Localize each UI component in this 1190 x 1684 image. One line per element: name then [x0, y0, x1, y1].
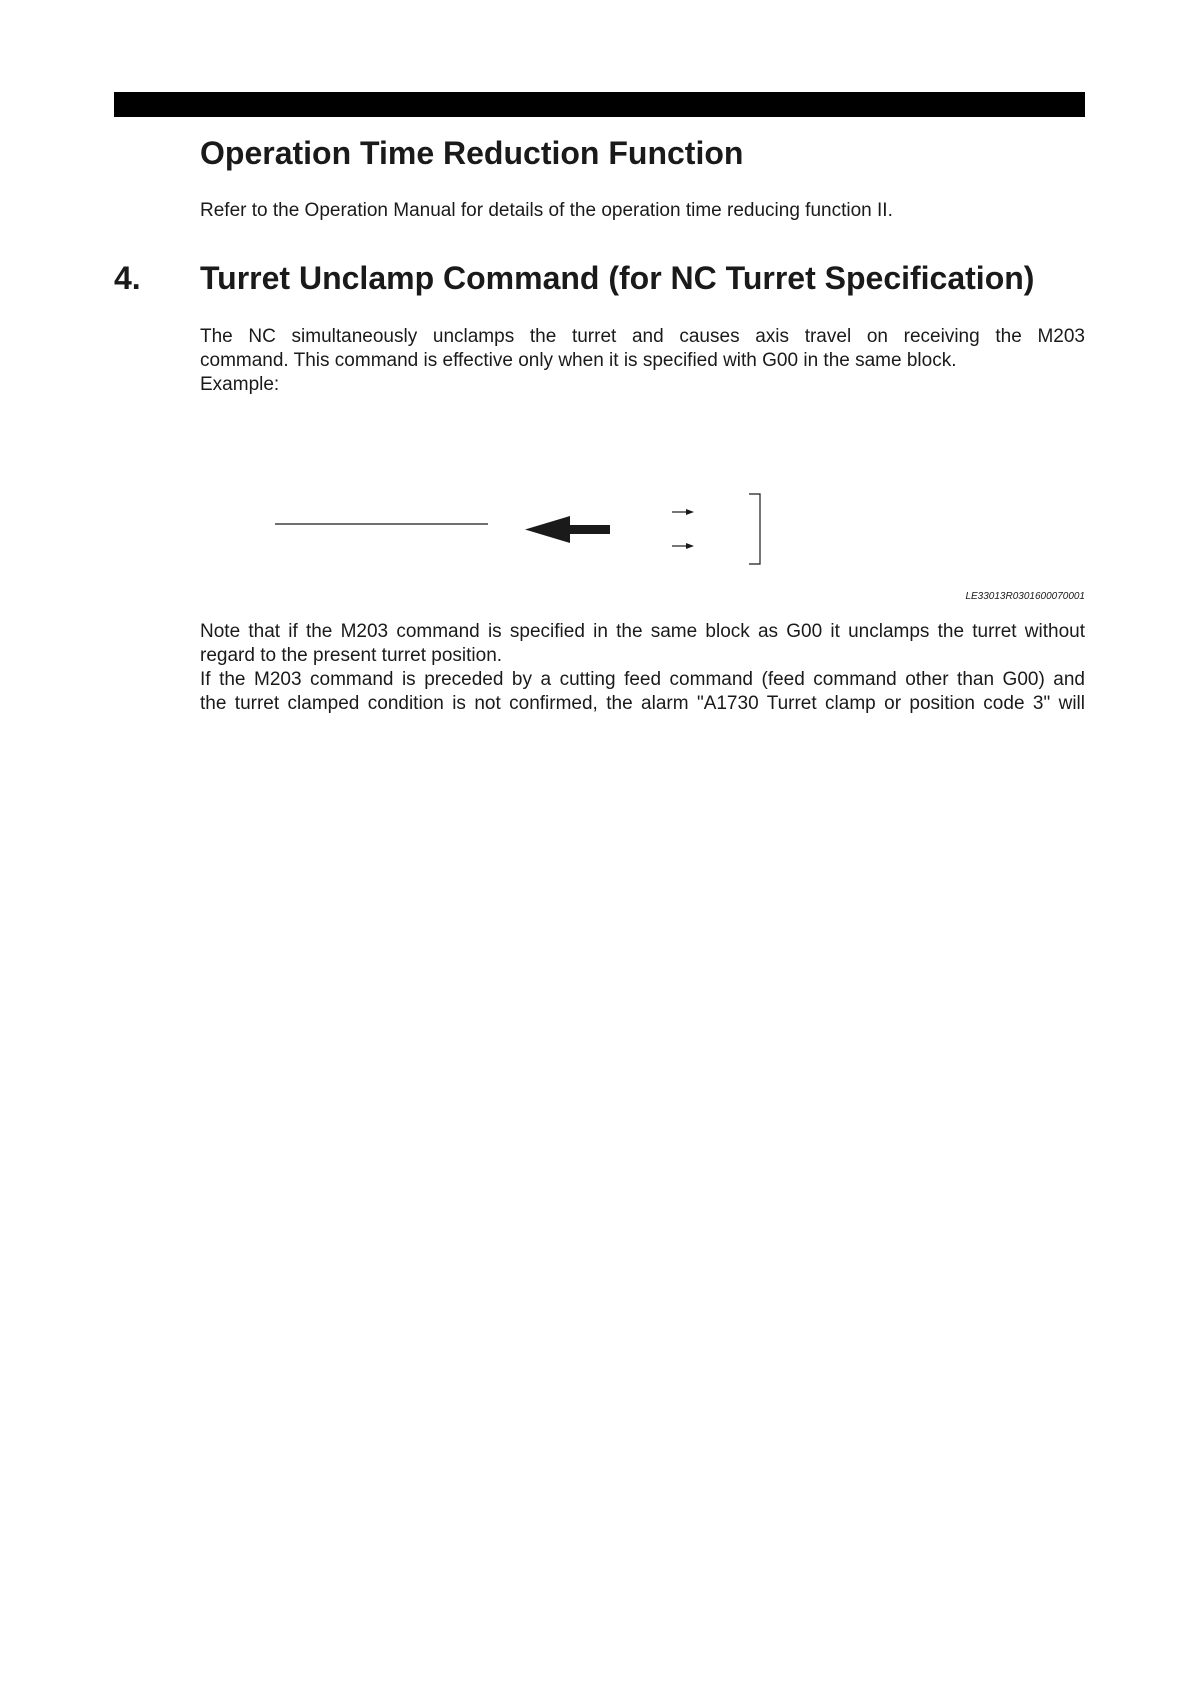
small-right-arrow-icon	[672, 543, 694, 549]
note-paragraph	[200, 620, 1085, 716]
note-line-2: regard to the present turret position.	[200, 645, 503, 666]
header-bar	[114, 92, 1085, 117]
note-line-1: Note that if the M203 command is specified in the same block as G00 it unclamps the turret without	[200, 621, 1085, 642]
small-right-arrow-icon	[672, 509, 694, 515]
section-title: Operation Time Reduction Function	[200, 135, 744, 171]
intro-line-3: Example:	[200, 374, 280, 395]
intro-line-1: The NC simultaneously unclamps the turret and causes axis travel on receiving the M203	[200, 326, 1085, 347]
intro-paragraph	[200, 325, 1085, 397]
bracket-icon	[749, 494, 760, 564]
example-figure	[250, 480, 800, 580]
note-line-3: If the M203 command is preceded by a cutting feed command (feed command other than G00) and	[200, 669, 1085, 690]
figure-code: LE33013R0301600070001	[965, 591, 1085, 602]
section-body: Refer to the Operation Manual for details of the operation time reducing function II.	[200, 200, 893, 221]
large-left-arrow-icon	[525, 516, 610, 543]
note-line-4: the turret clamped condition is not confirmed, the alarm "A1730 Turret clamp or position code 3" will	[200, 693, 1085, 714]
heading-number: 4.	[114, 260, 141, 296]
intro-line-2: command. This command is effective only when it is specified with G00 in the same block.	[200, 350, 957, 371]
heading-title: Turret Unclamp Command (for NC Turret Specification)	[200, 260, 1035, 296]
